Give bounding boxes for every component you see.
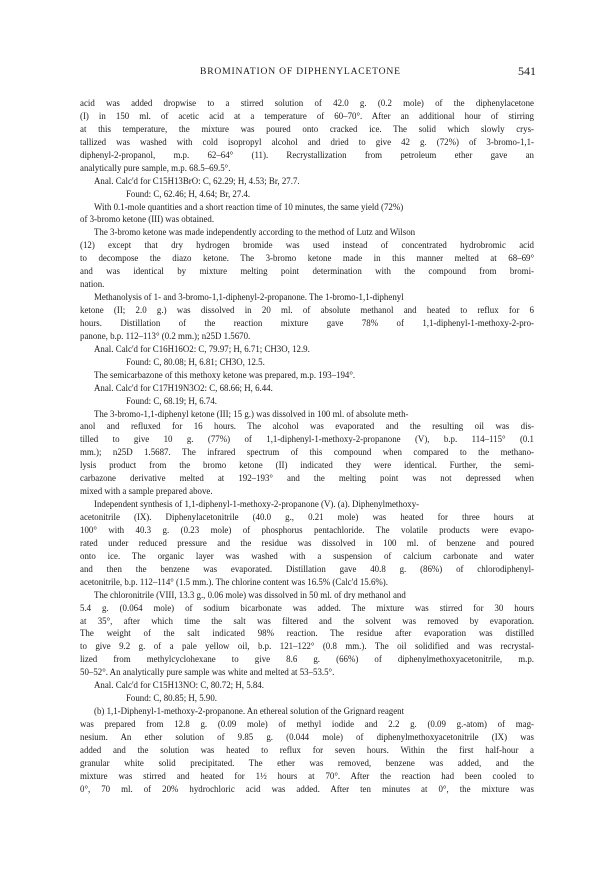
text-line: to give 9.2 g. of a pale yellow oil, b.p. 121–122° (0.8 mm.). The oil solidified and was recrystal- (80, 641, 534, 652)
text-line: onto ice. The organic layer was washed with a suspension of calcium carbonate and water (80, 550, 534, 561)
text-line: Found: C, 80.08; H, 6.81; CH3O, 12.5. (126, 356, 265, 367)
text-line: anol and refluxed for 16 hours. The alcohol was evaporated and the resulting oil was dis- (80, 421, 534, 432)
text-line: Anal. Calc'd for C17H19N3O2: C, 68.66; H, 6.44. (94, 382, 273, 393)
text-line: nation. (80, 279, 105, 290)
text-line: nesium. An ether solution of 9.85 g. (0.044 mole) of diphenylmethoxyacetonitrile (IX) was (80, 731, 534, 742)
text-line: carbazone derivative melted at 192–193° and the melting point was not depressed when (80, 473, 534, 484)
text-line: lized from methylcyclohexane to give 8.6 g. (66%) of diphenylmethoxyacetonitrile, m.p. (80, 654, 534, 665)
text-line: 100° with 40.3 g. (0.23 mole) of phosphorus pentachloride. The volatile products were evapo- (80, 524, 534, 535)
text-line: mixture was stirred and heated for 1½ hours at 70°. After the reaction had been cooled to (80, 770, 534, 781)
text-line: and was identical by mixture melting point determination with the compound from bromi- (80, 266, 534, 277)
text-line: (12) except that dry hydrogen bromide was used instead of concentrated hydrobromic acid (80, 240, 534, 251)
text-line: hours. Distillation of the reaction mixture gave 78% of 1,1-diphenyl-1-methoxy-2-pro- (80, 317, 534, 328)
text-line: The weight of the salt indicated 98% reaction. The residue after evaporation was distilled (80, 628, 534, 639)
text-line: at 35°, after which time the salt was filtered and the solvent was removed by evaporation. (80, 615, 534, 626)
text-line: (I) in 150 ml. of acetic acid at a temperature of 60–70°. After an additional hour of stirring (80, 110, 534, 121)
text-line: added and the solution was heated to reflux for seven hours. Within the first half-hour a (80, 744, 534, 755)
text-line: The 3-bromo ketone was made independently according to the method of Lutz and Wilson (94, 227, 416, 238)
text-line: Found: C, 68.19; H, 6.74. (126, 395, 217, 406)
article-body (80, 97, 534, 796)
text-line: acetonitrile, b.p. 112–114° (1.5 mm.). The chlorine content was 16.5% (Calc'd 15.6%). (80, 576, 388, 587)
running-title: BROMINATION OF DIPHENYLACETONE (200, 66, 401, 77)
text-line: granular white solid precipitated. The ether was removed, benzene was added, and the (80, 757, 534, 768)
text-line: Found: C, 62.46; H, 4.64; Br, 27.4. (126, 188, 251, 199)
text-line: diphenyl-2-propanol, m.p. 62–64° (11). Recrystallization from petroleum ether gave an (80, 149, 534, 160)
text-line: was prepared from 12.8 g. (0.09 mole) of methyl iodide and 2.2 g. (0.09 g.-atom) of mag- (80, 719, 534, 729)
text-line: at this temperature, the mixture was poured onto cracked ice. The solid which slowly crys- (80, 123, 534, 134)
text-line: Anal. Calc'd for C15H13BrO: C, 62.29; H, 4.53; Br, 27.7. (94, 175, 300, 186)
text-line: analytically pure sample, m.p. 68.5–69.5°. (80, 162, 231, 173)
text-line: acid was added dropwise to a stirred solution of 42.0 g. (0.2 mole) of the diphenylacetone (80, 98, 534, 108)
text-line: 5.4 g. (0.064 mole) of sodium bicarbonate was added. The mixture was stirred for 30 hours (80, 602, 534, 613)
text-line: 0°, 70 ml. of 20% hydrochloric acid was added. After ten minutes at 0°, the mixture was (80, 783, 534, 794)
page-header (0, 66, 608, 82)
text-line: With 0.1-mole quantities and a short reaction time of 10 minutes, the same yield (72%) (94, 201, 404, 212)
text-line: tilled to give 10 g. (77%) of 1,1-diphenyl-1-methoxy-2-propanone (V), b.p. 114–115° (0.1 (80, 434, 534, 445)
text-line: lysis product from the bromo ketone (II) indicated they were identical. Further, the semi- (80, 460, 534, 471)
text-line: 50–52°. An analytically pure sample was white and melted at 53–53.5°. (80, 667, 335, 678)
text-line: and then the benzene was evaporated. Distillation gave 40.8 g. (86%) of chlorodiphenyl- (80, 563, 534, 574)
text-line: to decompose the diazo ketone. The 3-bromo ketone made in this manner melted at 68–69° (80, 253, 534, 264)
text-line: tallized was washed with cold isopropyl alcohol and dried to give 42 g. (72%) of 3-bromo-1,1- (80, 136, 534, 147)
text-line: Anal. Calc'd for C16H16O2: C, 79.97; H, 6.71; CH3O, 12.9. (94, 343, 310, 354)
text-line: The 3-bromo-1,1-diphenyl ketone (III; 15 g.) was dissolved in 100 ml. of absolute meth- (94, 408, 409, 419)
text-line: The chloronitrile (VIII, 13.3 g., 0.06 mole) was dissolved in 50 ml. of dry methanol and (94, 589, 406, 600)
text-line: panone, b.p. 112–113° (0.2 mm.); n25D 1.5670. (80, 330, 251, 341)
text-line: rated under reduced pressure and the residue was dissolved in 100 ml. of benzene and poured (80, 537, 534, 548)
text-line: of 3-bromo ketone (III) was obtained. (80, 214, 215, 225)
text-line: The semicarbazone of this methoxy ketone was prepared, m.p. 193–194°. (94, 369, 356, 380)
text-line: ketone (II; 2.0 g.) was dissolved in 20 ml. of absolute methanol and heated to reflux for 6 (80, 305, 534, 315)
text-line: Methanolysis of 1- and 3-bromo-1,1-diphenyl-2-propanone. The 1-bromo-1,1-diphenyl (94, 292, 404, 303)
text-line: mm.); n25D 1.5687. The infrared spectrum of this compound when compared to the methano- (80, 447, 534, 458)
text-line: Independent synthesis of 1,1-diphenyl-1-methoxy-2-propanone (V). (a). Diphenylmethoxy- (94, 499, 420, 510)
text-line: acetonitrile (IX). Diphenylacetonitrile (40.0 g., 0.21 mole) was heated for three hours at (80, 512, 534, 522)
page-number: 541 (518, 64, 536, 78)
text-line: Anal. Calc'd for C15H13NO: C, 80.72; H, 5.84. (94, 680, 264, 691)
text-line: Found: C, 80.85; H, 5.90. (126, 693, 217, 704)
text-line: mixed with a sample prepared above. (80, 486, 213, 497)
text-line: (b) 1,1-Diphenyl-1-methoxy-2-propanone. An ethereal solution of the Grignard reagent (94, 706, 405, 717)
